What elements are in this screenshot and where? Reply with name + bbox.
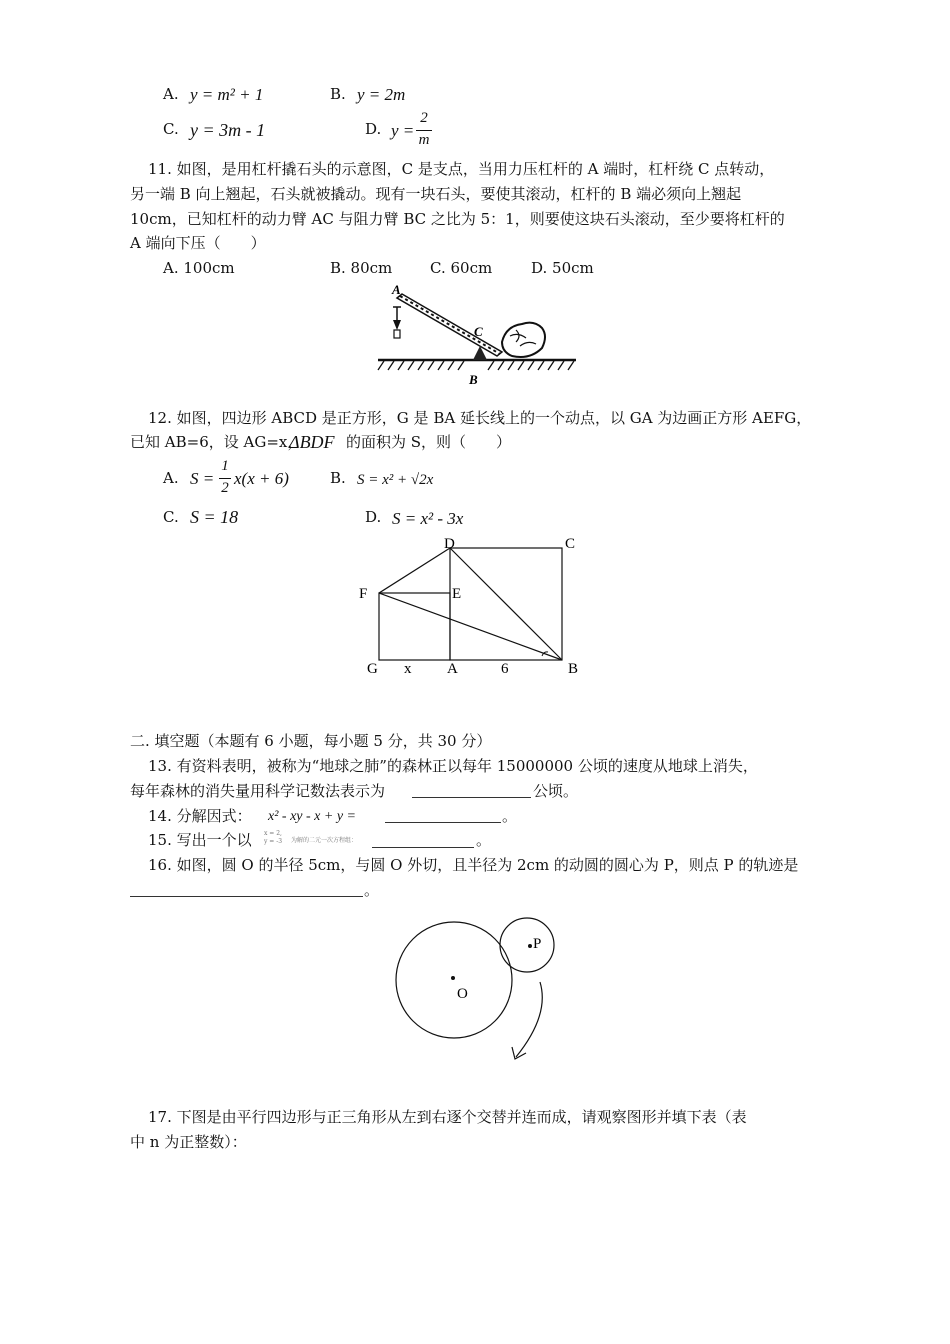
label-c: C (474, 324, 483, 339)
fraction-bar (416, 130, 432, 131)
label-b: B (469, 372, 478, 387)
segment-fb (379, 593, 562, 660)
q10-option-d-pre: y = (391, 121, 415, 140)
q14-suffix: 。 (502, 807, 518, 825)
q16-line-1: 16. 如图，圆 O 的半径 5cm，与圆 O 外切，且半径为 2cm 的动圆的圆心为 P，则点 P 的轨迹是 (148, 856, 799, 874)
square-aefg (379, 593, 450, 660)
q12-line-2-pre: 已知 AB=6，设 AG=x， (130, 433, 303, 451)
section-heading: 二. 填空题（本题有 6 小题，每小题 5 分，共 30 分） (130, 732, 492, 750)
q12-option-b-expr: S = x² + √2x (357, 472, 434, 488)
center-o-dot (451, 976, 455, 980)
label-a: A (447, 661, 458, 677)
label-d: D (444, 536, 455, 552)
q14-expression: x² - xy - x + y = (268, 809, 356, 824)
q10-option-c-label: C. (163, 120, 179, 138)
segment-db (450, 548, 562, 660)
q13-line-2-post: 公顷。 (533, 782, 579, 800)
label-c: C (565, 536, 576, 552)
circle-o (396, 922, 512, 1038)
q13-line-2-pre: 每年森林的消失量用科学记数法表示为 (130, 782, 386, 800)
q10-option-d-label: D. (365, 120, 382, 138)
q10-option-c-expr: y = 3m - 1 (190, 120, 266, 140)
q10-option-b-label: B. (330, 85, 346, 103)
label-g: G (367, 661, 378, 677)
q17-line-2: 中 n 为正整数）： (130, 1133, 247, 1151)
q11-option-a: A. 100cm (163, 259, 235, 277)
label-x: x (404, 661, 412, 677)
q12-option-d-label: D. (365, 508, 382, 526)
q12-option-c-label: C. (163, 508, 179, 526)
q11-line-4: A 端向下压（ ） (130, 234, 266, 252)
q10-option-d-denominator: m (418, 132, 430, 148)
fulcrum-triangle (473, 346, 487, 360)
force-arrow (393, 307, 401, 338)
q15-answer-blank[interactable] (372, 847, 474, 848)
q12-option-a-pre: S = (190, 469, 215, 488)
segment-fd (379, 548, 450, 593)
circle-p (500, 918, 554, 972)
label-o: O (457, 986, 468, 1002)
label-b: B (568, 661, 579, 677)
q11-line-3: 10cm，已知杠杆的动力臂 AC 与阻力臂 BC 之比为 5：1，则要使这块石头滚动，至少要将杠杆的 (130, 210, 785, 228)
q15-tiny-text: 为解的二元一次方程组： (291, 837, 358, 844)
circles-figure (390, 915, 570, 1070)
q11-line-1: 11. 如图，是用杠杆撬石头的示意图，C 是支点，当用力压杠杆的 A 端时，杠杆绕 C 点转动， (148, 160, 775, 178)
q10-option-a-label: A. (163, 85, 179, 103)
q11-line-2: 另一端 B 向上翘起，石头就被撬动。现有一块石头，要使其滚动，杠杆的 B 端必须向上翘起 (130, 185, 742, 203)
q14-answer-blank[interactable] (385, 822, 501, 823)
q12-line-2-math: ΔBDF (289, 432, 335, 452)
q10-option-a-expr: y = m² + 1 (190, 85, 264, 104)
q10-option-d-numerator: 2 (420, 110, 428, 126)
rock-shape (502, 323, 545, 357)
q14-prefix: 14. 分解因式： (148, 807, 252, 825)
q11-option-b: B. 80cm (330, 259, 393, 277)
label-a: A (392, 282, 401, 297)
q13-answer-blank[interactable] (412, 797, 531, 798)
fraction-bar (219, 478, 231, 479)
lever-figure (370, 280, 585, 390)
q13-line-1: 13. 有资料表明，被称为“地球之肺”的森林正以每年 15000000 公顷的速度从地球上消失， (148, 757, 758, 775)
q12-option-b-label: B. (330, 469, 346, 487)
q12-option-d-expr: S = x² - 3x (392, 509, 464, 528)
q15-prefix: 15. 写出一个以 (148, 831, 252, 849)
q15-tiny-system (264, 830, 282, 846)
label-f: F (359, 586, 368, 602)
ground-line (378, 360, 576, 370)
q17-line-1: 17. 下图是由平行四边形与正三角形从左到右逐个交替并连而成，请观察图形并填下表（表 (148, 1108, 747, 1126)
q11-option-d: D. 50cm (531, 259, 594, 277)
center-p-dot (528, 944, 532, 948)
q16-answer-blank[interactable] (130, 896, 363, 897)
q15-tiny-eq-2: y = -3 (264, 838, 283, 845)
q12-option-a-numerator: 1 (221, 458, 229, 474)
q12-line-1: 12. 如图，四边形 ABCD 是正方形，G 是 BA 延长线上的一个动点，以 GA 为边画正方形 AEFG， (148, 409, 812, 427)
q12-option-c-expr: S = 18 (190, 507, 239, 527)
label-p: P (533, 936, 542, 952)
square-figure (350, 530, 590, 685)
q11-option-c: C. 60cm (430, 259, 493, 277)
trajectory-arrow (516, 982, 542, 1057)
label-e: E (452, 586, 462, 602)
lever-bar (397, 294, 502, 356)
q10-option-b-expr: y = 2m (357, 85, 406, 104)
q15-suffix: 。 (476, 831, 492, 849)
q15-tiny-eq-1: x = 2, (264, 830, 282, 837)
q12-line-2-post: 的面积为 S，则（ ） (346, 433, 512, 451)
q12-option-a-label: A. (163, 469, 179, 487)
q12-option-a-post: x(x + 6) (234, 469, 289, 488)
q16-line-2-suffix: 。 (364, 881, 380, 899)
q12-option-a-denominator: 2 (221, 480, 229, 496)
label-six: 6 (501, 661, 509, 677)
